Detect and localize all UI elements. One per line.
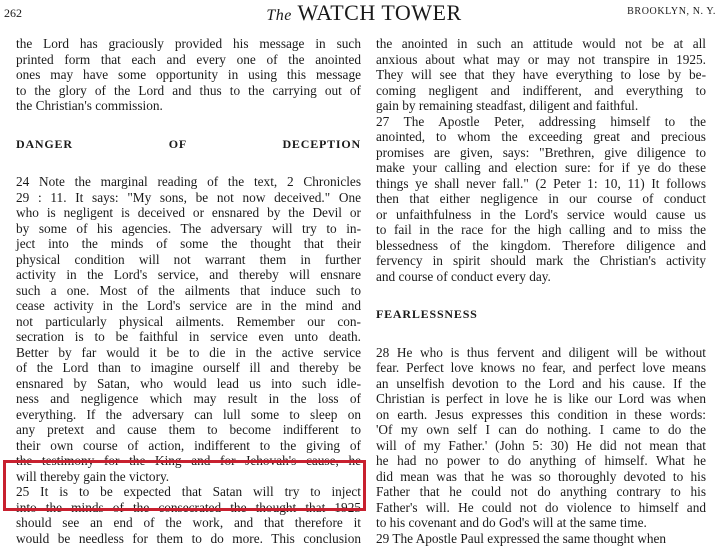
text-line: the Christian's commission. <box>16 98 361 114</box>
text-line: coming negligent and indifferent, and everything to <box>376 83 706 99</box>
paragraph-24 <box>16 174 361 484</box>
text-line: their own course of action, indifferent to the giving of <box>16 438 361 454</box>
text-line: cease activity in the Lord's service are in the mind and <box>16 298 361 314</box>
text-line: ensnared by Satan, who would lead us into such idle- <box>16 376 361 392</box>
text-line: Better by far would it be to die in the active service <box>16 345 361 361</box>
text-line: the Lord has graciously provided his message in such <box>16 36 361 52</box>
text-line: promises are given, says: "Brethren, give diligence to <box>376 145 706 161</box>
page-header <box>0 0 728 30</box>
text-line: did mean was that he was so thoroughly devoted to his <box>376 469 706 485</box>
text-line: then that either negligence in our course of conduct <box>376 191 706 207</box>
text-line: to his covenant and do God's will at the same time. <box>376 515 706 531</box>
text-line: 25 It is to be expected that Satan will try to inject <box>16 484 361 500</box>
text-line: 29 : 11. It says: "My sons, be not now deceived." One <box>16 190 361 206</box>
text-line: ness and negligence which may result in the loss of <box>16 391 361 407</box>
text-line: printed form that each and every one of the anointed <box>16 52 361 68</box>
left-column <box>16 36 361 546</box>
text-line: he had no power to do anything of himself. What he <box>376 453 706 469</box>
text-line: blessedness of the kingdom. Therefore diligence and <box>376 238 706 254</box>
publication-title <box>0 0 728 26</box>
text-line: everything. If the adversary can lull some to sleep on <box>16 407 361 423</box>
text-line: 28 He who is thus fervent and diligent will be without <box>376 345 706 361</box>
text-line: ject into the minds of some the thought that their <box>16 236 361 252</box>
section-heading: DANGER OF DECEPTION <box>16 137 361 153</box>
text-line: not particularly physical ailments. Remember our con- <box>16 314 361 330</box>
text-line: 29 The Apostle Paul expressed the same thought when <box>376 531 706 546</box>
text-line: anxious about what may or may not transpire in 1925. <box>376 52 706 68</box>
text-line: Father's will. He could not do violence to himself and <box>376 500 706 516</box>
text-line: Father that he could not do anything contrary to his <box>376 484 706 500</box>
text-line: the testimony for the King and for Jehovah's cause, he <box>16 453 361 469</box>
text-line: They will see that they have everything to lose by be- <box>376 67 706 83</box>
text-line: any pretext and cause them to become indifferent to <box>16 422 361 438</box>
text-line: will of my Father.' (John 5: 30) He did not mean that <box>376 438 706 454</box>
text-line: physical condition will not warrant them in further <box>16 252 361 268</box>
text-line: things ye shall never fall." (2 Peter 1: 10, 11) It follows <box>376 176 706 192</box>
right-column <box>376 36 706 546</box>
text-line: by some of his agencies. The adversary will try to in- <box>16 221 361 237</box>
text-line: the anointed in such an attitude would not be at all <box>376 36 706 52</box>
text-line: on earth. Jesus expresses this condition in these words: <box>376 407 706 423</box>
text-line: to fail in the race for the high calling and to miss the <box>376 222 706 238</box>
paragraph-27 <box>376 114 706 285</box>
paragraph-25 <box>16 484 361 546</box>
text-line: fear. Perfect love knows no fear, and perfect love means <box>376 360 706 376</box>
text-line: and course of conduct every day. <box>376 269 706 285</box>
text-line: should see an end of the work, and that therefore it <box>16 515 361 531</box>
intro-paragraph <box>16 36 361 114</box>
text-line: ones may have some opportunity in using this message <box>16 67 361 83</box>
text-line: or unfaithfulness in the Lord's service would cause us <box>376 207 706 223</box>
text-line: Christian is perfect in love he is like our Lord was when <box>376 391 706 407</box>
text-line: would be needless for them to do more. This conclusion <box>16 531 361 546</box>
location-line: BROOKLYN, N. Y. <box>627 6 716 17</box>
text-line: secration is to be faithful in service even unto death. <box>16 329 361 345</box>
text-line: anointed, to whom the exceeding great and precious <box>376 129 706 145</box>
continued-paragraph <box>376 36 706 114</box>
text-line: 27 The Apostle Peter, addressing himself to the <box>376 114 706 130</box>
text-line: to the glory of the Lord and thus to the carrying out of <box>16 83 361 99</box>
text-line: of the Lord than to imagine ourself ill and thereby be <box>16 360 361 376</box>
text-line: an unselfish devotion to the Lord and his cause. If the <box>376 376 706 392</box>
text-line: who is negligent is deceived or ensnared by the Devil or <box>16 205 361 221</box>
section-heading: FEARLESSNESS <box>376 307 706 323</box>
title-the: The <box>266 7 292 24</box>
paragraph-29 <box>376 531 706 546</box>
text-line: make your calling and election sure: for if ye do these <box>376 160 706 176</box>
text-line: into the minds of the consecrated the thought that 1925 <box>16 500 361 516</box>
text-line: such a one. Most of the ailments that induce such to <box>16 283 361 299</box>
text-line: gain by remaining steadfast, diligent and faithful. <box>376 98 706 114</box>
paragraph-28 <box>376 345 706 531</box>
page-number: 262 <box>4 6 22 21</box>
text-line: fervency in spirit should mark the Christian's activity <box>376 253 706 269</box>
text-line: 24 Note the marginal reading of the text, 2 Chronicles <box>16 174 361 190</box>
text-line: 'Of my own self I can do nothing. I came to do the <box>376 422 706 438</box>
title-main: WATCH TOWER <box>297 0 461 25</box>
text-line: will thereby gain the victory. <box>16 469 361 485</box>
text-line: activity in the Lord's service, and thereby will ensnare <box>16 267 361 283</box>
